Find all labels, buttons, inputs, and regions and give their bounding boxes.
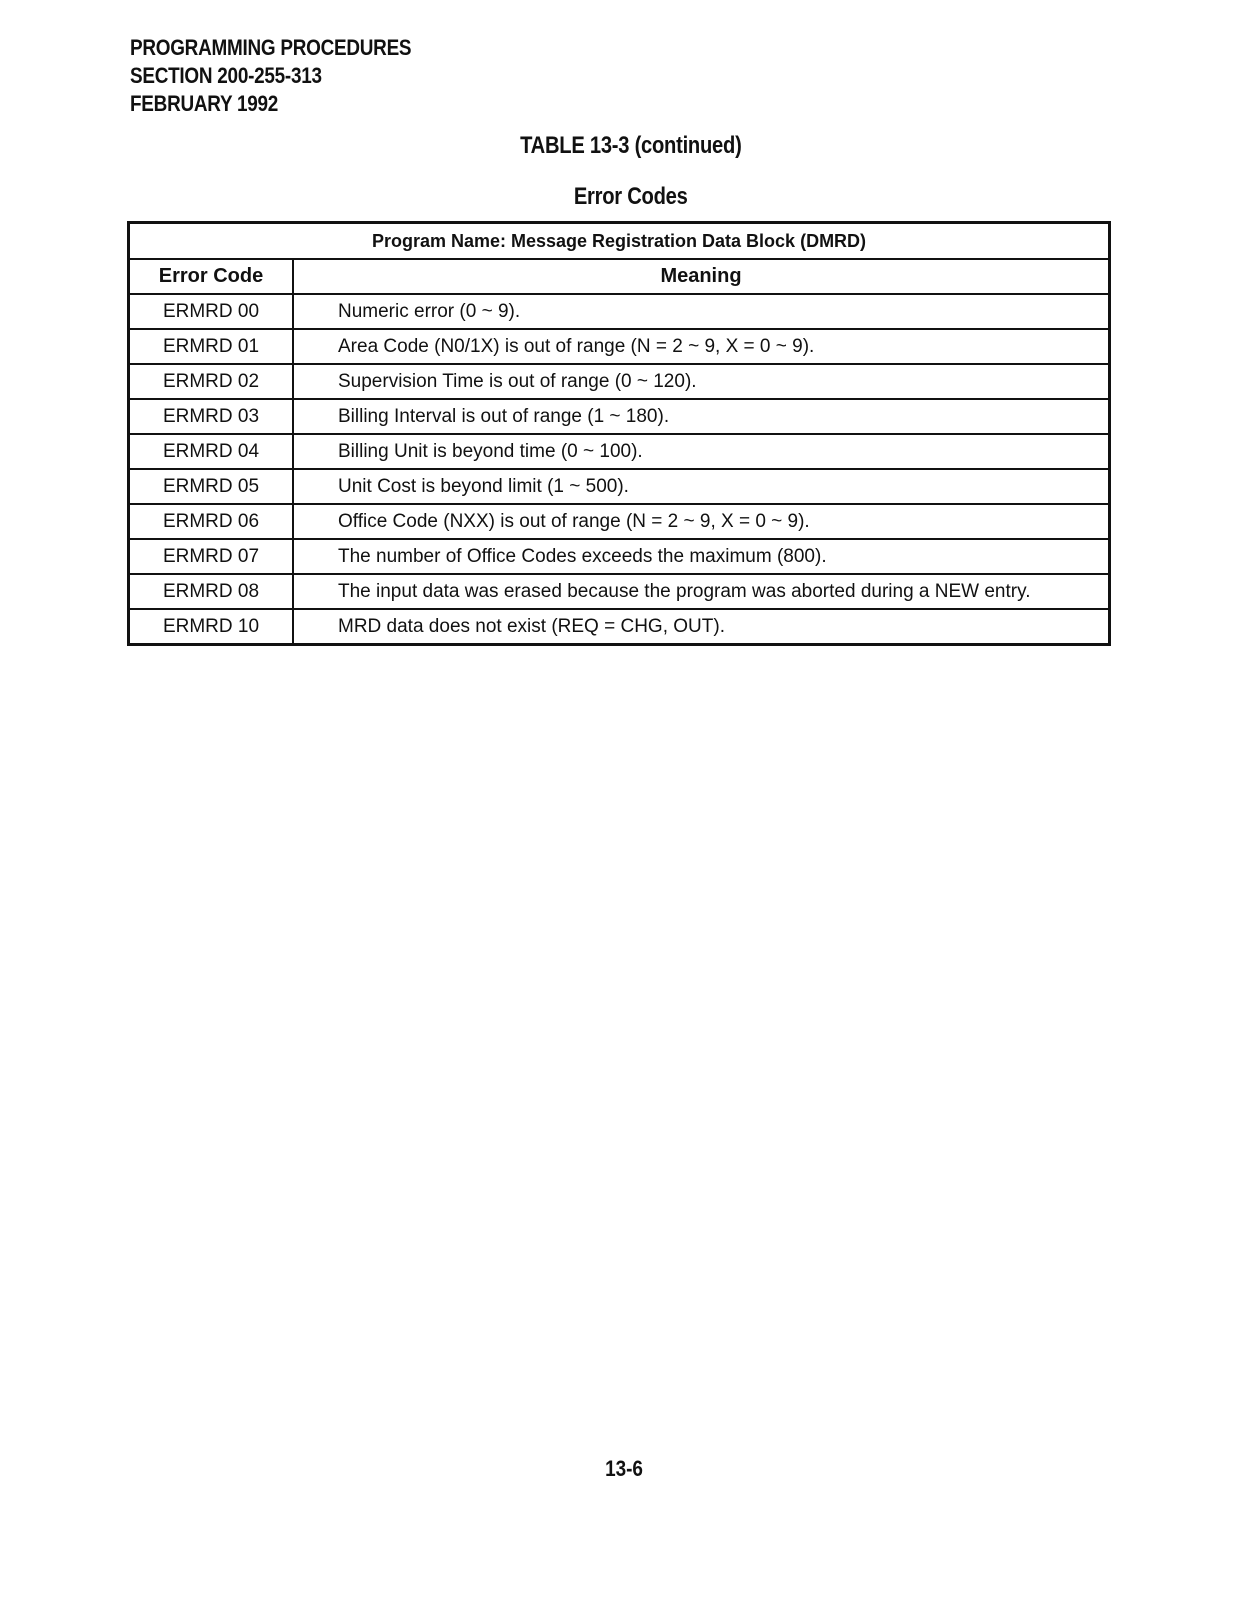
meaning-cell: Area Code (N0/1X) is out of range (N = 2 ~ 9, X = 0 ~ 9).	[293, 329, 1110, 364]
table-row	[129, 294, 1110, 329]
header-line-date: FEBRUARY 1992	[130, 91, 279, 116]
program-name-row	[129, 223, 1110, 260]
error-code-cell: ERMRD 07	[129, 539, 294, 574]
table-title-text: TABLE 13-3 (continued)	[519, 132, 742, 159]
error-code-cell: ERMRD 01	[129, 329, 294, 364]
column-header-error-code: Error Code	[129, 259, 294, 294]
table-row	[129, 434, 1110, 469]
table-row	[129, 469, 1110, 504]
error-code-cell: ERMRD 04	[129, 434, 294, 469]
header-line-procedures: PROGRAMMING PROCEDURES	[130, 35, 412, 60]
table-subtitle	[12, 183, 1237, 211]
document-header	[130, 34, 411, 118]
table-subtitle-text: Error Codes	[573, 183, 688, 210]
meaning-cell: Billing Interval is out of range (1 ~ 180).	[293, 399, 1110, 434]
program-name-cell: Program Name: Message Registration Data Block (DMRD)	[129, 223, 1110, 260]
header-line-section: SECTION 200-255-313	[130, 63, 322, 88]
error-codes-table	[127, 221, 1111, 646]
meaning-cell: Numeric error (0 ~ 9).	[293, 294, 1110, 329]
error-code-cell: ERMRD 02	[129, 364, 294, 399]
error-code-cell: ERMRD 03	[129, 399, 294, 434]
page-number-text: 13-6	[605, 1456, 644, 1481]
error-code-cell: ERMRD 06	[129, 504, 294, 539]
meaning-cell: Supervision Time is out of range (0 ~ 120).	[293, 364, 1110, 399]
table-row	[129, 574, 1110, 609]
meaning-cell: MRD data does not exist (REQ = CHG, OUT).	[293, 609, 1110, 645]
error-code-cell: ERMRD 10	[129, 609, 294, 645]
meaning-cell: Unit Cost is beyond limit (1 ~ 500).	[293, 469, 1110, 504]
table-row	[129, 364, 1110, 399]
error-code-cell: ERMRD 08	[129, 574, 294, 609]
meaning-cell: Office Code (NXX) is out of range (N = 2 ~ 9, X = 0 ~ 9).	[293, 504, 1110, 539]
column-header-meaning: Meaning	[293, 259, 1110, 294]
meaning-cell: The number of Office Codes exceeds the maximum (800).	[293, 539, 1110, 574]
table-row	[129, 609, 1110, 645]
meaning-cell: Billing Unit is beyond time (0 ~ 100).	[293, 434, 1110, 469]
table-title	[12, 132, 1237, 160]
table-row	[129, 399, 1110, 434]
table-row	[129, 329, 1110, 364]
table-row	[129, 539, 1110, 574]
error-code-cell: ERMRD 00	[129, 294, 294, 329]
column-header-row	[129, 259, 1110, 294]
meaning-cell: The input data was erased because the program was aborted during a NEW entry.	[293, 574, 1110, 609]
error-code-cell: ERMRD 05	[129, 469, 294, 504]
page-number	[0, 1456, 1237, 1482]
table-row	[129, 504, 1110, 539]
